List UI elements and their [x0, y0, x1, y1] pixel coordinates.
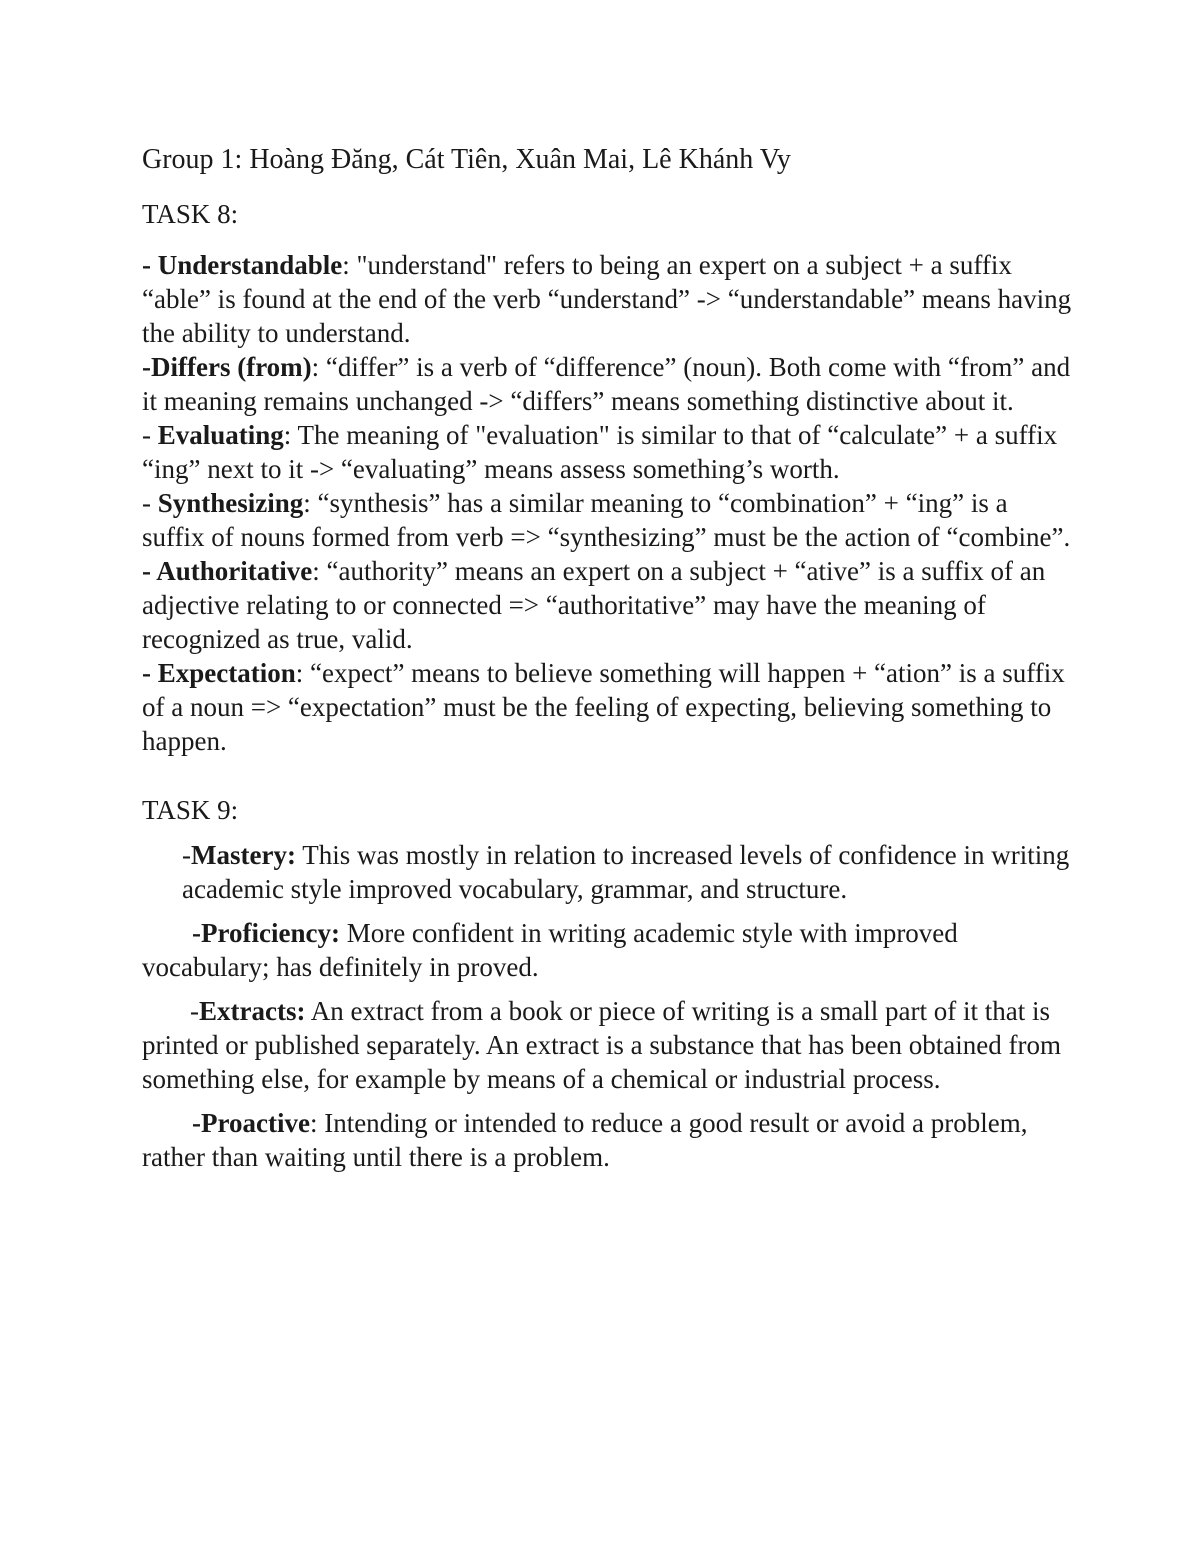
task-9-entry-mastery	[142, 838, 1072, 906]
entry-prefix: -	[142, 352, 151, 382]
entry-text: : “synthesis” has a similar meaning to “combination” + “ing” is a suffix of nouns formed from verb => “synthesizing” must be the action of “combine”.	[142, 488, 1071, 552]
entry-term: Expectation	[157, 658, 296, 688]
entry-term: Understandable	[157, 250, 343, 280]
entry-text: : “differ” is a verb of “difference” (noun). Both come with “from” and it meaning remains unchanged -> “differs” means something distinctive about it.	[142, 352, 1071, 416]
task-9-list	[142, 838, 1072, 1174]
group-members-line: Group 1: Hoàng Đăng, Cát Tiên, Xuân Mai, Lê Khánh Vy	[142, 144, 791, 175]
entry-prefix: -	[182, 840, 191, 870]
entry-text: More confident in writing academic style with improved vocabulary; has definitely in proved.	[142, 918, 958, 982]
task-9-title: TASK 9:	[142, 795, 239, 825]
entry-text: : The meaning of "evaluation" is similar to that of “calculate” + a suffix “ing” next to it -> “evaluating” means assess something’s worth.	[142, 420, 1058, 484]
task-8-list	[142, 248, 1072, 758]
entry-term: Authoritative	[156, 556, 313, 586]
entry-prefix: -	[142, 556, 157, 586]
task-9-entry-extracts	[142, 994, 1072, 1096]
entry-prefix: -	[190, 996, 199, 1026]
entry-term: Differs (from)	[151, 352, 312, 382]
entry-term: Evaluating	[157, 420, 284, 450]
document-page	[142, 140, 1072, 1184]
task-8-entry-differs	[142, 350, 1072, 418]
entry-term: Proficiency:	[201, 918, 340, 948]
task-8-entry-expectation	[142, 656, 1072, 758]
entry-term: Mastery:	[191, 840, 296, 870]
entry-term: Extracts:	[199, 996, 306, 1026]
task-9-entry-proactive	[142, 1106, 1072, 1174]
task-8-entry-authoritative	[142, 554, 1072, 656]
entry-prefix: -	[192, 918, 201, 948]
entry-term: Proactive	[201, 1108, 310, 1138]
entry-term: Synthesizing	[157, 488, 304, 518]
entry-text: : Intending or intended to reduce a good result or avoid a problem, rather than waiting until there is a problem.	[142, 1108, 1028, 1172]
entry-text: An extract from a book or piece of writing is a small part of it that is printed or published separately. An extract is a substance that has been obtained from something else, for example by means of a chemical or industrial process.	[142, 996, 1061, 1094]
entry-prefix: -	[142, 488, 158, 518]
entry-prefix: -	[142, 658, 158, 688]
task-8-entry-understandable	[142, 248, 1072, 350]
entry-text: : “expect” means to believe something will happen + “ation” is a suffix of a noun => “expectation” must be the feeling of expecting, believing something to happen.	[142, 658, 1065, 756]
task-8-title: TASK 8:	[142, 199, 239, 229]
entry-text: : “authority” means an expert on a subject + “ative” is a suffix of an adjective relating to or connected => “authoritative” may have the meaning of recognized as true, valid.	[142, 556, 1046, 654]
entry-prefix: -	[142, 420, 158, 450]
entry-text: : "understand" refers to being an expert on a subject + a suffix “able” is found at the end of the verb “understand” -> “understandable” means having the ability to understand.	[142, 250, 1072, 348]
entry-prefix: -	[192, 1108, 201, 1138]
task-9-entry-proficiency	[142, 916, 1072, 984]
entry-prefix: -	[142, 250, 158, 280]
task-8-entry-synthesizing	[142, 486, 1072, 554]
task-8-entry-evaluating	[142, 418, 1072, 486]
entry-text: This was mostly in relation to increased levels of confidence in writing academic style improved vocabulary, grammar, and structure.	[182, 840, 1070, 904]
